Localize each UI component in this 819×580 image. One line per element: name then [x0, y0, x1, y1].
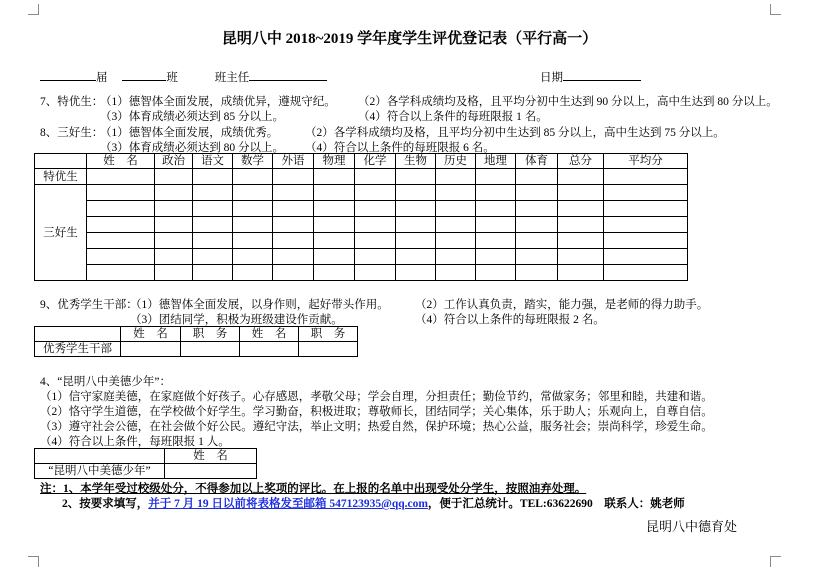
score-cell[interactable]: [355, 185, 396, 201]
note-2-suffix: ，便于汇总统计。TEL:63622690 联系人：姚老师: [427, 498, 685, 510]
score-cell[interactable]: [436, 233, 476, 249]
score-cell[interactable]: [558, 233, 604, 249]
score-cell[interactable]: [355, 249, 396, 265]
score-cell[interactable]: [604, 217, 688, 233]
score-cell[interactable]: [193, 249, 233, 265]
score-header-cell: 语文: [193, 154, 233, 169]
score-header-cell: 政治: [155, 154, 193, 169]
score-cell[interactable]: [516, 217, 558, 233]
tesheng-criterion-3: （3）体育成绩必须达到 85 分以上。: [100, 111, 284, 123]
ban-label: 班: [166, 72, 178, 84]
meide-cell[interactable]: [165, 464, 257, 479]
score-cell[interactable]: [476, 217, 516, 233]
meide-criterion-3: （3）遵守社会公德，在社会做个好公民。遵纪守法，举止文明；热爱自然，保护环境；热心公益，服务社会；崇尚科学，珍爱生命。: [40, 421, 713, 433]
sanhao-criterion-2: （2）各学科成绩均及格，且平均分初中生达到 85 分以上，高中生达到 75 分以上。: [305, 127, 725, 139]
score-cell[interactable]: [87, 233, 155, 249]
score-cell[interactable]: [436, 169, 476, 185]
ganbu-label: 9、优秀学生干部：: [40, 299, 138, 311]
sanhao-row: [35, 249, 688, 265]
score-cell[interactable]: [355, 201, 396, 217]
score-cell[interactable]: [233, 201, 273, 217]
score-cell[interactable]: [155, 201, 193, 217]
ganbu-criterion-4: （4）符合以上条件的每班限报 2 名。: [415, 314, 605, 326]
score-cell[interactable]: [476, 185, 516, 201]
score-cell[interactable]: [273, 249, 314, 265]
score-cell[interactable]: [193, 233, 233, 249]
score-cell[interactable]: [558, 185, 604, 201]
score-header-cell: 外语: [273, 154, 314, 169]
ganbu-cell[interactable]: [299, 342, 358, 357]
score-cell[interactable]: [87, 185, 155, 201]
ganbu-table: [34, 326, 358, 357]
ganbu-header-cell: [35, 327, 121, 342]
score-cell[interactable]: [558, 249, 604, 265]
score-cell[interactable]: [355, 233, 396, 249]
ganbu-header-cell: 职 务: [181, 327, 240, 342]
score-cell[interactable]: [155, 265, 193, 281]
score-cell[interactable]: [516, 249, 558, 265]
score-cell[interactable]: [314, 265, 355, 281]
note-1: 注：1、本学年受过校级处分，不得参加以上奖项的评比。在上报的名单中出现受处分学生，按照油弃处理。: [40, 483, 587, 495]
crop-mark-top-left: [28, 4, 39, 15]
sanhao-criterion-4: （4）符合以上条件的每班限报 6 名。: [305, 142, 495, 154]
score-cell[interactable]: [516, 169, 558, 185]
date-label: 日期: [540, 72, 563, 84]
ganbu-cell[interactable]: [240, 342, 299, 357]
score-cell[interactable]: [604, 185, 688, 201]
score-cell[interactable]: [516, 201, 558, 217]
score-cell[interactable]: [396, 201, 436, 217]
score-cell[interactable]: [558, 217, 604, 233]
score-cell[interactable]: [396, 217, 436, 233]
banzhuren-label: 班主任: [214, 72, 250, 84]
tesheng-label: 7、特优生：: [40, 96, 104, 108]
meide-criterion-1: （1）信守家庭美德，在家庭做个好孩子。心存感恩，孝敬父母；学会自理，分担责任；勤俭节约，常做家务；邻里和睦，共建和谐。: [40, 391, 713, 403]
score-header-cell: 体育: [516, 154, 558, 169]
banzhuren-blank[interactable]: [249, 68, 327, 81]
score-cell[interactable]: [87, 249, 155, 265]
tesheng-row: [35, 169, 688, 185]
score-cell[interactable]: [314, 233, 355, 249]
header-row: [40, 68, 327, 85]
score-cell[interactable]: [436, 217, 476, 233]
score-header-cell: 生物: [396, 154, 436, 169]
tesheng-row-label: 特优生: [35, 169, 87, 185]
sanhao-label: 8、三好生：: [40, 127, 104, 139]
score-cell[interactable]: [558, 265, 604, 281]
score-cell[interactable]: [396, 233, 436, 249]
score-cell[interactable]: [314, 169, 355, 185]
score-cell[interactable]: [604, 249, 688, 265]
meide-table-header-row: [35, 449, 257, 464]
date-blank[interactable]: [563, 68, 641, 81]
score-cell[interactable]: [314, 217, 355, 233]
jie-blank[interactable]: [40, 68, 96, 81]
tesheng-criterion-4: （4）符合以上条件的每班限报 1 名。: [358, 111, 548, 123]
tesheng-criterion-1: （1）德智体全面发展，成绩优异，遵规守纪。: [100, 96, 336, 108]
meide-criterion-4: （4）符合以上条件，每班限报 1 人。: [40, 436, 230, 448]
score-header-cell: 地理: [476, 154, 516, 169]
score-cell[interactable]: [193, 169, 233, 185]
score-cell[interactable]: [233, 233, 273, 249]
ganbu-row-label: 优秀学生干部: [35, 342, 121, 357]
sanhao-row: [35, 217, 688, 233]
score-cell[interactable]: [436, 265, 476, 281]
score-cell[interactable]: [155, 169, 193, 185]
score-header-cell: 历史: [436, 154, 476, 169]
score-cell[interactable]: [273, 169, 314, 185]
score-cell[interactable]: [314, 185, 355, 201]
score-cell[interactable]: [436, 201, 476, 217]
score-cell[interactable]: [155, 185, 193, 201]
score-cell[interactable]: [273, 233, 314, 249]
score-cell[interactable]: [516, 265, 558, 281]
sanhao-row-label: 三好生: [35, 185, 87, 281]
score-cell[interactable]: [396, 169, 436, 185]
meide-header-cell: 姓 名: [165, 449, 257, 464]
score-cell[interactable]: [436, 185, 476, 201]
score-cell[interactable]: [273, 201, 314, 217]
score-table-header-row: [35, 154, 688, 169]
signature: 昆明八中德育处: [646, 519, 738, 534]
meide-row: [35, 464, 257, 479]
meide-criterion-2: （2）恪守学生道德，在学校做个好学生。学习勤奋，积极进取；尊敬师长，团结同学；关心集体，乐于助人；乐观向上，自尊自信。: [40, 406, 713, 418]
meide-row-label: “昆明八中美德少年”: [35, 464, 165, 479]
score-cell[interactable]: [155, 233, 193, 249]
score-cell[interactable]: [193, 265, 233, 281]
sanhao-row: [35, 185, 688, 201]
score-cell[interactable]: [558, 201, 604, 217]
ganbu-criterion-2: （2）工作认真负责，踏实，能力强，是老师的得力助手。: [415, 299, 709, 311]
score-cell[interactable]: [233, 217, 273, 233]
score-cell[interactable]: [476, 233, 516, 249]
score-cell[interactable]: [436, 249, 476, 265]
score-cell[interactable]: [355, 265, 396, 281]
score-header-cell: 化学: [355, 154, 396, 169]
score-cell[interactable]: [87, 265, 155, 281]
score-cell[interactable]: [233, 265, 273, 281]
score-cell[interactable]: [233, 249, 273, 265]
score-cell[interactable]: [193, 217, 233, 233]
ganbu-header-cell: 职 务: [299, 327, 358, 342]
score-cell[interactable]: [604, 233, 688, 249]
score-cell[interactable]: [476, 169, 516, 185]
score-cell[interactable]: [193, 185, 233, 201]
score-cell[interactable]: [273, 185, 314, 201]
score-cell[interactable]: [273, 217, 314, 233]
meide-table: [34, 448, 257, 479]
ganbu-cell[interactable]: [181, 342, 240, 357]
sanhao-criterion-1: （1）德智体全面发展，成绩优秀。: [100, 127, 279, 139]
score-cell[interactable]: [314, 249, 355, 265]
tesheng-criterion-2: （2）各学科成绩均及格，且平均分初中生达到 90 分以上，高中生达到 80 分以上。: [358, 96, 778, 108]
ganbu-criterion-3: （3）团结同学，积极为班级建设作贡献。: [130, 314, 343, 326]
score-header-cell: 物理: [314, 154, 355, 169]
score-cell[interactable]: [516, 185, 558, 201]
score-header-cell: [35, 154, 87, 169]
ganbu-header-cell: 姓 名: [121, 327, 181, 342]
score-header-cell: 姓 名: [87, 154, 155, 169]
score-cell[interactable]: [273, 265, 314, 281]
score-cell[interactable]: [355, 169, 396, 185]
note-2-prefix: 2、按要求填写，: [62, 498, 149, 510]
score-cell[interactable]: [396, 249, 436, 265]
meide-header-empty: [35, 449, 165, 464]
score-table: [34, 153, 688, 281]
meide-label: 4、“昆明八中美德少年”：: [40, 376, 171, 388]
sanhao-criterion-3: （3）体育成绩必须达到 80 分以上。: [100, 142, 284, 154]
score-cell[interactable]: [604, 265, 688, 281]
score-cell[interactable]: [355, 217, 396, 233]
score-cell[interactable]: [396, 185, 436, 201]
score-cell[interactable]: [233, 185, 273, 201]
score-cell[interactable]: [476, 249, 516, 265]
date-row: [540, 68, 641, 85]
score-header-cell: 平均分: [604, 154, 688, 169]
score-cell[interactable]: [87, 169, 155, 185]
note-2: [62, 495, 685, 511]
ganbu-header-cell: 姓 名: [240, 327, 299, 342]
ganbu-criterion-1: （1）德智体全面发展，以身作则，起好带头作用。: [130, 299, 389, 311]
ganbu-row: [35, 342, 358, 357]
score-header-cell: 数学: [233, 154, 273, 169]
score-cell[interactable]: [314, 201, 355, 217]
sanhao-row: [35, 233, 688, 249]
crop-mark-top-right: [770, 4, 781, 15]
score-cell[interactable]: [155, 217, 193, 233]
score-cell[interactable]: [396, 265, 436, 281]
sanhao-row: [35, 201, 688, 217]
score-header-cell: 总分: [558, 154, 604, 169]
score-cell[interactable]: [193, 201, 233, 217]
ganbu-table-header-row: [35, 327, 358, 342]
score-cell[interactable]: [87, 201, 155, 217]
sanhao-row: [35, 265, 688, 281]
email-link[interactable]: 并于 7 月 19 日以前将表格发至邮箱 547123935@qq.com: [148, 498, 428, 510]
score-cell[interactable]: [476, 201, 516, 217]
score-cell[interactable]: [604, 169, 688, 185]
jie-label: 届: [96, 72, 108, 84]
score-cell[interactable]: [558, 169, 604, 185]
ganbu-cell[interactable]: [121, 342, 181, 357]
ban-blank[interactable]: [122, 68, 166, 81]
score-cell[interactable]: [155, 249, 193, 265]
page-title: 昆明八中 2018~2019 学年度学生评优登记表（平行高一）: [221, 31, 598, 47]
score-cell[interactable]: [604, 201, 688, 217]
crop-mark-bottom-right: [770, 556, 781, 567]
score-cell[interactable]: [233, 169, 273, 185]
score-cell[interactable]: [87, 217, 155, 233]
score-cell[interactable]: [476, 265, 516, 281]
score-cell[interactable]: [516, 233, 558, 249]
crop-mark-bottom-left: [28, 556, 39, 567]
